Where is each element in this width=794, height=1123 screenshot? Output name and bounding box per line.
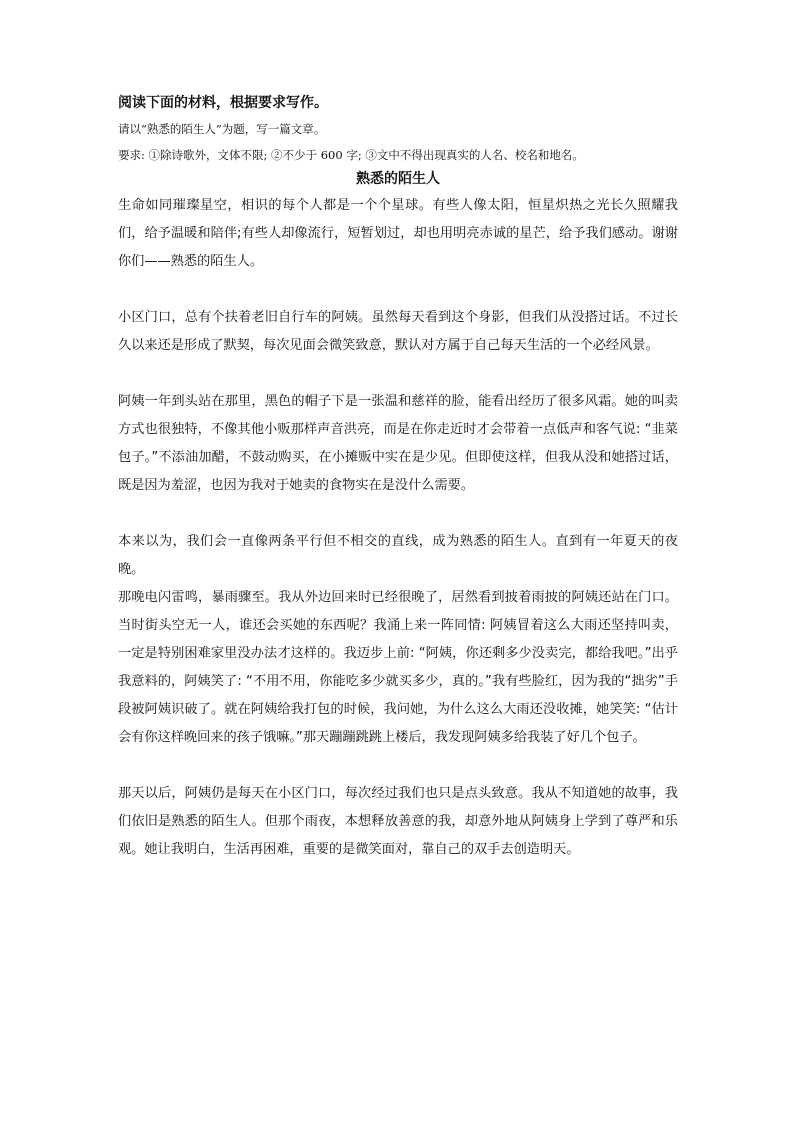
paragraph-6: 那天以后，阿姨仍是每天在小区门口，每次经过我们也只是点头致意。我从不知道她的故事，我们依旧是熟悉的陌生人。但那个雨夜，本想释放善意的我，却意外地从阿姨身上学到了尊严和乐观。她让我明白，生活再困难，重要的是微笑面对，靠自己的双手去创造明天。 xyxy=(118,786,678,857)
paragraph-4: 本来以为，我们会一直像两条平行但不相交的直线，成为熟悉的陌生人。直到有一年夏天的夜晚。 xyxy=(118,534,678,577)
document-page xyxy=(118,92,678,864)
writing-prompt: 请以“熟悉的陌生人”为题，写一篇文章。 xyxy=(118,122,326,136)
instruction: 阅读下面的材料，根据要求写作。 xyxy=(118,95,328,111)
paragraph-5: 那晚电闪雷鸣，暴雨骤至。我从外边回来时已经很晚了，居然看到披着雨披的阿姨还站在门口。当时街头空无一人，谁还会买她的东西呢？我涌上来一阵同情: 阿姨冒着这么大雨还坚持叫卖，一定是特别困难家里没办法才这样的。我迈步上前: “阿姨，你还剩多少没卖完，都给我吧。”出乎我意料的，阿姨笑了: “不用不用，你能吃多少就买多少，真的。”我有些脸红，因为我的“拙劣”手段被阿姨识破了。就在阿姨给我打包的时候，我问她，为什么这么大雨还没收摊，她笑笑: “估计会有你这样晚回来的孩子饿嘛。”那天蹦蹦跳跳上楼后，我发现阿姨多给我装了好几个包子。 xyxy=(118,590,678,745)
requirements: 要求: ①除诗歌外，文体不限; ②不少于 600 字; ③文中不得出现真实的人名、校名和地名。 xyxy=(118,148,584,162)
essay-title: 熟悉的陌生人 xyxy=(356,171,440,187)
paragraph-2: 小区门口，总有个扶着老旧自行车的阿姨。虽然每天看到这个身影，但我们从没搭过话。不过长久以来还是形成了默契，每次见面会微笑致意，默认对方属于自己每天生活的一个必经风景。 xyxy=(118,310,678,353)
paragraph-1: 生命如同璀璨星空，相识的每个人都是一个个星球。有些人像太阳，恒星炽热之光长久照耀我们，给予温暖和陪伴;有些人却像流行，短暂划过，却也用明亮赤诚的星芒，给予我们感动。谢谢你们——熟悉的陌生人。 xyxy=(118,198,678,269)
paragraph-3: 阿姨一年到头站在那里，黑色的帽子下是一张温和慈祥的脸，能看出经历了很多风霜。她的叫卖方式也很独特，不像其他小贩那样声音洪亮，而是在你走近时才会带着一点低声和客气说: “韭菜包子。”不添油加醋，不鼓动购买，在小摊贩中实在是少见。但即使这样，但我从没和她搭过话，既是因为羞涩，也因为我对于她卖的食物实在是没什么需要。 xyxy=(118,394,678,493)
